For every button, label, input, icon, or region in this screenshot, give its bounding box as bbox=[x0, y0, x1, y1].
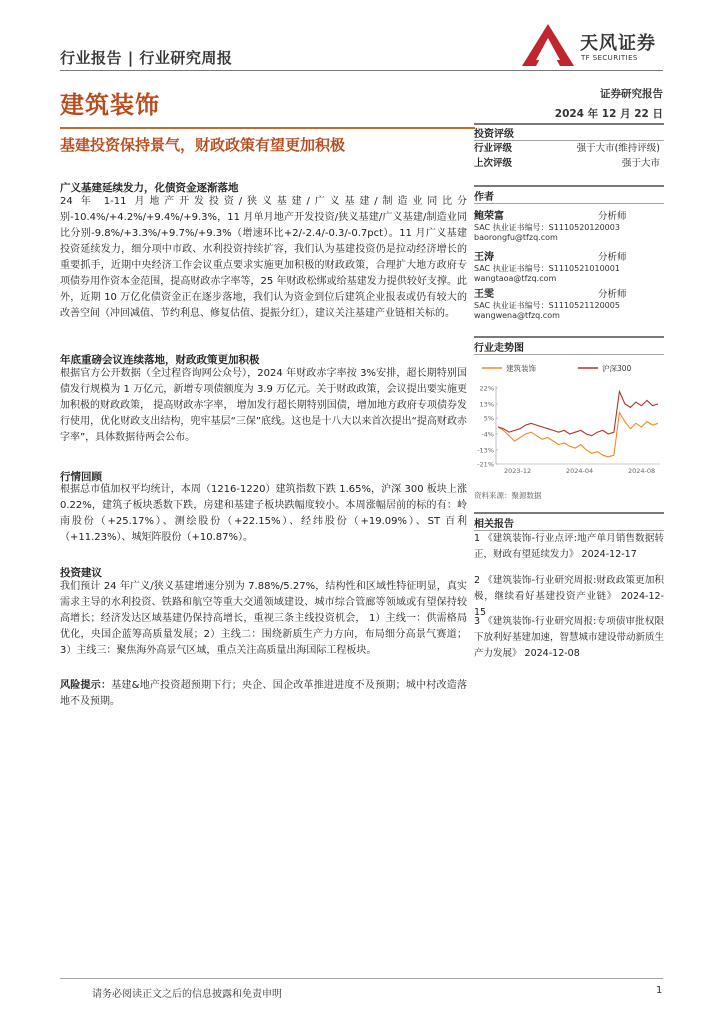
author-email[interactable]: baorongfu@tfzq.com bbox=[474, 233, 558, 242]
author-name: 鲍荣富 bbox=[474, 211, 504, 222]
brand-name-en: TF SECURITIES bbox=[581, 54, 638, 62]
related-report-title[interactable]: 1 《建筑装饰-行业点评:地产单月销售数据转正，财政有望延续发力》 bbox=[474, 533, 664, 560]
author-email[interactable]: wangwena@tfzq.com bbox=[474, 311, 560, 320]
y-tick-label: -13% bbox=[477, 446, 494, 455]
legend-label: 沪深300 bbox=[602, 364, 632, 373]
risk-text: 基建&地产投资超预期下行；央企、国企改革推进进度不及预期；城中村改造落地不及预期。 bbox=[60, 680, 467, 707]
section-heading-3: 行情回顾 bbox=[60, 471, 102, 483]
related-report-title[interactable]: 2 《建筑装饰-行业研究周报:财政政策更加积极，继续看好基建投资产业链》 bbox=[474, 575, 664, 602]
y-tick-label: 13% bbox=[479, 400, 494, 409]
report-kind: 证券研究报告 bbox=[600, 88, 663, 100]
report-date: 2024 年 12 月 22 日 bbox=[554, 108, 663, 120]
title-divider bbox=[60, 127, 475, 129]
section-body-2: 根据官方公开数据（全过程咨询网公众号），2024 年财政赤字率按 3%安排，超长期特别国债发行规模为 1 万亿元，新增专项债额度为 3.9 万亿元。关于财政政策，会议提出要实施更加积极的财政政策， 提高财政赤字率， 增加发行超长期特别国债，增加地方政府专项债券发行使用，优化财政支出结构，兜牢基层“三保”底线。这也是十八大以来首次提出“提高财政赤字率”，具体数据待两会公布。 bbox=[60, 368, 467, 443]
related-report-item[interactable] bbox=[474, 531, 664, 563]
author-cert: SAC 执业证书编号：S1110521120005 bbox=[474, 301, 620, 310]
related-top-rule bbox=[474, 512, 664, 514]
author-role: 分析师 bbox=[598, 289, 627, 300]
related-heading: 相关报告 bbox=[474, 519, 514, 530]
rating-key: 上次评级 bbox=[474, 158, 513, 169]
chart-source: 资料来源：聚源数据 bbox=[474, 491, 542, 500]
related-report-date: 2024-12-08 bbox=[524, 648, 580, 659]
author-name: 王涛 bbox=[474, 252, 494, 263]
section-heading-1: 广义基建延续发力，化债资金逐渐落地 bbox=[60, 182, 239, 194]
author-name: 王雯 bbox=[474, 289, 494, 300]
section-body-3: 根据总市值加权平均统计，本周（1216-1220）建筑指数下跌 1.65%，沪深 300 板块上涨 0.22%，建筑子板块悉数下跌，房建和基建子板块跌幅度较小。本周涨幅居前的标的有：岭南股份（+25.17%）、测绘股份（+22.15%）、经纬股份（+19.09%）、ST 百利（+11.23%）、城矩阵股份（+10.87%）。 bbox=[60, 484, 467, 543]
trend-heading: 行业走势图 bbox=[474, 343, 524, 354]
industry-name: 建筑装饰 bbox=[60, 91, 160, 119]
section-body-4: 我们预计 24 年广义/狭义基建增速分别为 7.88%/5.27%，结构性和区域性特征明显，真实需求主导的水利投资、铁路和航空等重大交通领域建设、城市综合管廊等领域或有望保持较高增长；经济发达区域基建仍保持高增长，重视三条主线投资机会， 1）主线一：供需格局优化，央国企蓝筹高质量发展；2）主线二：围绕新质生产力方向，布局细分高景气赛道；3）主线三：聚焦海外高景气区域，重点关注高质量出海国际工程板块。 bbox=[60, 581, 467, 656]
rating-heading: 投资评级 bbox=[474, 129, 514, 140]
authors-rule bbox=[474, 203, 664, 204]
brand-logo bbox=[520, 22, 665, 70]
section-body-1: 24 年 1-11 月地产开发投资/狭义基建/广义基建/制造业同比分别-10.4%/+4.2%/+9.4%/+9.3%，11 月单月地产开发投资/狭义基建/广义基建/制造业同比分别-9.8%/+3.3%/+9.7%/+9.3%（增速环比+2/-2.4/-0.3/-0.7pct）。11 月广义基建投资延续发力，细分项中市政、水利投资持续扩容，我们认为基建投资仍是拉动经济增长的重要抓手，近期中央经济工作会议重点要求实施更加积极的财政政策，合理扩大地方政府专项债券用作资本金范围，提高财政赤字率等，25 年财政松绑或给基建发力提供较好支撑。此外，近期 10 万亿化债资金正在逐步落地，我们认为资金到位后建筑企业报表或仍有较大的改善空间（冲回减值、节约利息、修复估值、提振分红），建议关注基建产业链相关标的。 bbox=[60, 196, 467, 319]
authors-top-rule bbox=[474, 185, 664, 187]
author-cert: SAC 执业证书编号：S1110520120003 bbox=[474, 223, 620, 232]
x-tick-label: 2023-12 bbox=[504, 467, 532, 475]
legend-label: 建筑装饰 bbox=[506, 364, 536, 373]
y-tick-label: -4% bbox=[481, 430, 494, 439]
footer-disclaimer: 请务必阅读正文之后的信息披露和免责申明 bbox=[92, 989, 282, 1000]
logo-mark-icon bbox=[520, 22, 576, 68]
authors-heading: 作者 bbox=[474, 192, 494, 203]
risk-warning bbox=[60, 678, 467, 710]
related-report-date: 2024-12-15 bbox=[474, 591, 664, 618]
trend-top-rule bbox=[474, 336, 664, 338]
risk-label: 风险提示： bbox=[60, 680, 112, 691]
series-line bbox=[498, 413, 658, 457]
related-report-item[interactable] bbox=[474, 614, 664, 662]
y-tick-label: 5% bbox=[483, 414, 494, 423]
footer-divider bbox=[60, 978, 663, 979]
x-tick-label: 2024-08 bbox=[628, 467, 656, 475]
report-type: 行业报告 | 行业研究周报 bbox=[60, 49, 233, 67]
page-title: 基建投资保持景气，财政政策有望更加积极 bbox=[60, 136, 346, 154]
header-divider bbox=[60, 70, 663, 71]
author-cert: SAC 执业证书编号：S1110521010001 bbox=[474, 264, 620, 273]
brand-name-cn: 天风证券 bbox=[580, 33, 656, 54]
x-tick-label: 2024-04 bbox=[566, 467, 594, 475]
rating-key: 行业评级 bbox=[474, 143, 513, 154]
related-report-date: 2024-12-17 bbox=[581, 549, 637, 560]
rating-row-current bbox=[474, 142, 664, 156]
section-heading-2: 年底重磅会议连续落地，财政政策更加积极 bbox=[60, 354, 260, 366]
author-email[interactable]: wangtaoa@tfzq.com bbox=[474, 274, 557, 283]
y-tick-label: -21% bbox=[477, 460, 494, 469]
author-role: 分析师 bbox=[598, 211, 627, 222]
rating-value: 强于大市(维持评级) bbox=[576, 143, 660, 154]
series-line bbox=[498, 392, 658, 436]
related-report-title[interactable]: 3 《建筑装饰-行业研究周报:专项债审批权限下放利好基建加速，智慧城市建设带动新质生产力发展》 bbox=[474, 616, 665, 659]
rating-rule bbox=[474, 140, 664, 141]
trend-rule bbox=[474, 354, 664, 355]
rating-value: 强于大市 bbox=[621, 158, 660, 169]
rating-row-previous bbox=[474, 157, 664, 171]
y-tick-label: 22% bbox=[479, 384, 494, 393]
page-number: 1 bbox=[656, 985, 663, 996]
trend-chart bbox=[474, 358, 664, 480]
author-role: 分析师 bbox=[598, 252, 627, 263]
section-heading-4: 投资建议 bbox=[60, 567, 102, 579]
